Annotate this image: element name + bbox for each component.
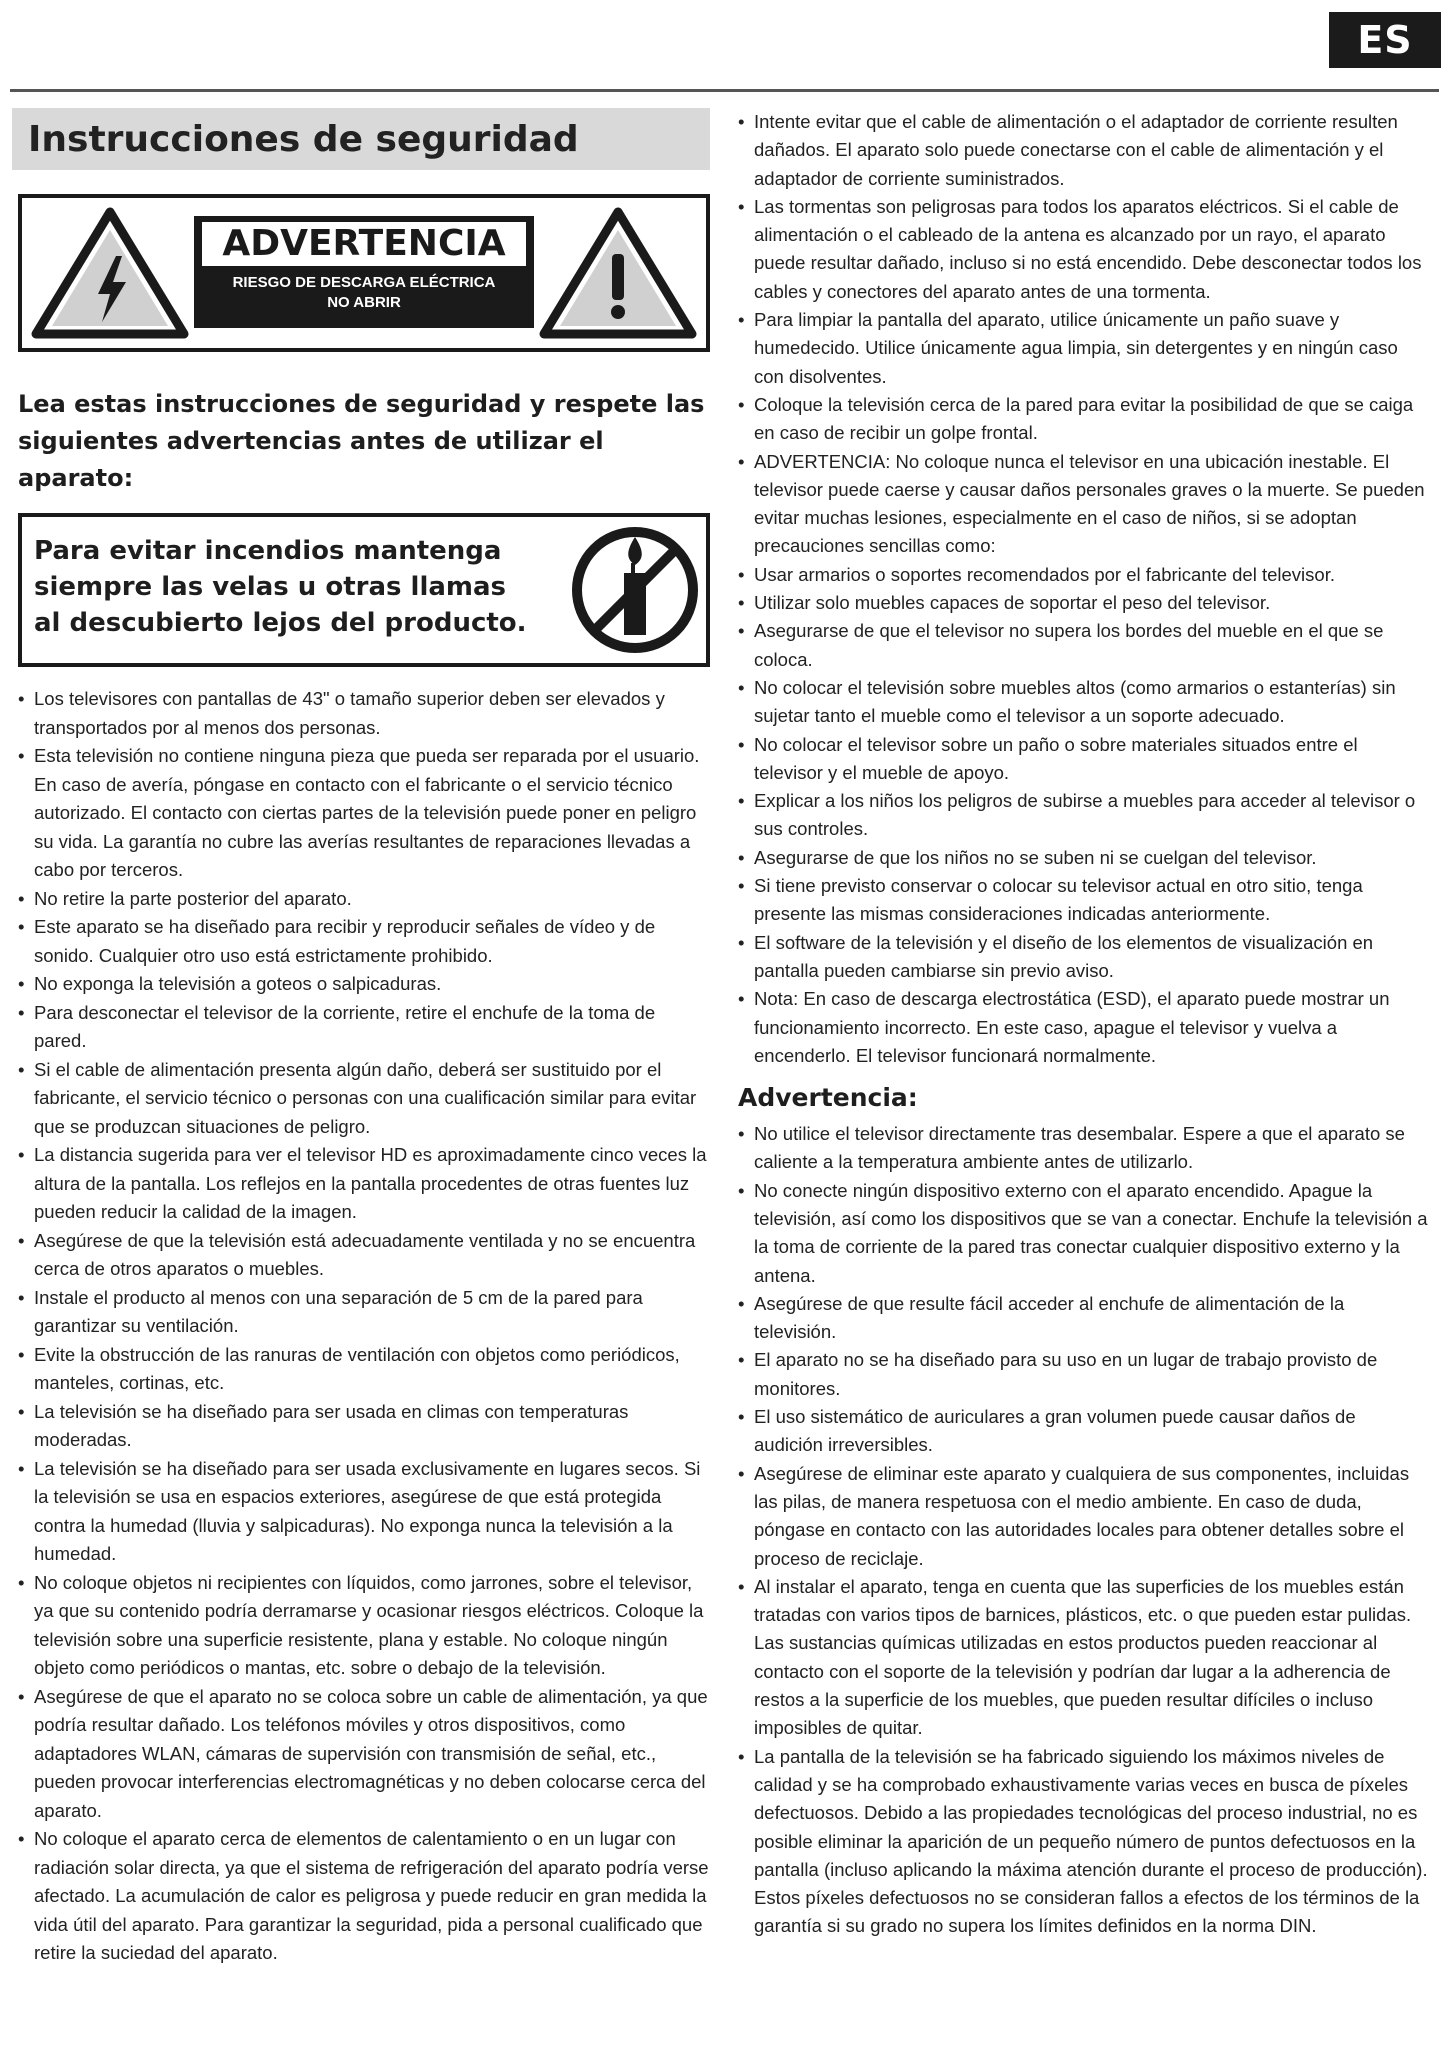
list-item: • Esta televisión no contiene ninguna pieza que pueda ser reparada por el usuario. En caso de avería, póngase en contacto con el fabricante o el servicio técnico autorizado. El contacto con ciertas partes de la televisión puede poner en peligro su vida. La garantía no cubre las averías resultantes de reparaciones llevadas a cabo por terceros. <box>18 742 710 885</box>
list-item: • Si el cable de alimentación presenta algún daño, deberá ser sustituido por el fabricante, el servicio técnico o personas con una cualificación similar para evitar que se produzcan situaciones de peligro. <box>18 1056 710 1142</box>
list-item: • Asegúrese de que la televisión está adecuadamente ventilada y no se encuentra cerca de otros aparatos o muebles. <box>18 1227 710 1284</box>
list-item: • Asegúrese de que el aparato no se coloca sobre un cable de alimentación, ya que podría resultar dañado. Los teléfonos móviles y otros dispositivos, como adaptadores WLAN, cámaras de supervisión con transmisión de señal, etc., pueden provocar interferencias electromagnéticas y no deben colocarse cerca del aparato. <box>18 1683 710 1826</box>
list-item: • No exponga la televisión a goteos o salpicaduras. <box>18 970 710 999</box>
list-item: • Al instalar el aparato, tenga en cuenta que las superficies de los muebles están tratadas con varios tipos de barnices, plásticos, etc. o que pueden estar pulidas. Las sustancias químicas utilizadas en estos productos pueden reaccionar al contacto con el soporte de la televisión y podrían dar lugar a la adherencia de restos a la superficie de los muebles, que pueden resultar difíciles o incluso imposibles de quitar. <box>738 1573 1428 1743</box>
list-item: • Coloque la televisión cerca de la pared para evitar la posibilidad de que se caiga en caso de recibir un golpe frontal. <box>738 391 1428 448</box>
list-item: • Para desconectar el televisor de la corriente, retire el enchufe de la toma de pared. <box>18 999 710 1056</box>
list-item: • No coloque el aparato cerca de elementos de calentamiento o en un lugar con radiación solar directa, ya que el sistema de refrigeración del aparato podría verse afectado. La acumulación de calor es peligrosa y puede reducir en gran medida la vida útil del aparato. Para garantizar la seguridad, pida a personal cualificado que retire la suciedad del aparato. <box>18 1825 710 1968</box>
list-item: • El aparato no se ha diseñado para su uso en un lugar de trabajo provisto de monitores. <box>738 1346 1428 1403</box>
list-item: • ADVERTENCIA: No coloque nunca el televisor en una ubicación inestable. El televisor puede caerse y causar daños personales graves o la muerte. Se pueden evitar muchas lesiones, especialmente en el caso de niños, si se adoptan precauciones sencillas como: <box>738 448 1428 561</box>
no-open-flame-icon <box>568 523 702 657</box>
list-item: • No coloque objetos ni recipientes con líquidos, como jarrones, sobre el televisor, ya que su contenido podría derramarse y ocasionar riesgos eléctricos. Coloque la televisión sobre una superficie resistente, plana y estable. No coloque ningún objeto como periódicos o mantas, etc. sobre o debajo de la televisión. <box>18 1569 710 1683</box>
list-item: • Asegurarse de que el televisor no supera los bordes del mueble en el que se coloca. <box>738 617 1428 674</box>
list-item: • No colocar el televisor sobre un paño o sobre materiales situados entre el televisor y el mueble de apoyo. <box>738 731 1428 788</box>
header-divider <box>10 89 1439 92</box>
title-bar <box>12 108 710 170</box>
left-safety-list <box>18 685 710 1968</box>
candle-warning-panel <box>18 513 710 667</box>
list-item: • Las tormentas son peligrosas para todos los aparatos eléctricos. Si el cable de alimentación o el cableado de la antena es alcanzado por un rayo, el aparato puede resultar dañado, incluso si no está encendido. Debe desconectar todos los cables y conectores del aparato antes de una tormenta. <box>738 193 1428 306</box>
warning-label <box>194 216 534 328</box>
list-item: • El software de la televisión y el diseño de los elementos de visualización en pantalla pueden cambiarse sin previo aviso. <box>738 929 1428 986</box>
warning-heading: ADVERTENCIA <box>202 222 526 266</box>
list-item: • No conecte ningún dispositivo externo con el aparato encendido. Apague la televisión, así como los dispositivos que se van a conectar. Enchufe la televisión a la toma de corriente de la pared tras conectar cualquier dispositivo externo y la antena. <box>738 1177 1428 1290</box>
list-item: • Asegurarse de que los niños no se suben ni se cuelgan del televisor. <box>738 844 1428 872</box>
warning-line-1: RIESGO DE DESCARGA ELÉCTRICA <box>232 274 496 291</box>
list-item: • Evite la obstrucción de las ranuras de ventilación con objetos como periódicos, manteles, cortinas, etc. <box>18 1341 710 1398</box>
language-tab: ES <box>1329 12 1441 68</box>
list-item: • No retire la parte posterior del aparato. <box>18 885 710 914</box>
list-item: • Explicar a los niños los peligros de subirse a muebles para acceder al televisor o sus controles. <box>738 787 1428 844</box>
list-item: • Asegúrese de que resulte fácil acceder al enchufe de alimentación de la televisión. <box>738 1290 1428 1347</box>
right-safety-list <box>738 108 1428 1070</box>
warning-line-2: NO ABRIR <box>327 294 401 311</box>
lead-instruction: Lea estas instrucciones de seguridad y respete las siguientes advertencias antes de utilizar el aparato: <box>18 390 705 492</box>
list-item: • Instale el producto al menos con una separación de 5 cm de la pared para garantizar su ventilación. <box>18 1284 710 1341</box>
left-column <box>18 108 710 1968</box>
list-item: • Intente evitar que el cable de alimentación o el adaptador de corriente resulten dañados. El aparato solo puede conectarse con el cable de alimentación y el adaptador de corriente suministrados. <box>738 108 1428 193</box>
right-column <box>738 108 1428 1941</box>
page-title: Instrucciones de seguridad <box>28 119 579 160</box>
list-item: • La pantalla de la televisión se ha fabricado siguiendo los máximos niveles de calidad y se ha comprobado exhaustivamente varias veces en busca de píxeles defectuosos. Debido a las propiedades tecnológicas del proceso industrial, no es posible eliminar la aparición de un pequeño número de puntos defectuosos en la pantalla (incluso aplicando la máxima atención durante el proceso de producción). Estos píxeles defectuosos no se consideran fallos a efectos de los términos de la garantía si su grado no supera los límites definidos en la norma DIN. <box>738 1743 1428 1941</box>
list-item: • Si tiene previsto conservar o colocar su televisor actual en otro sitio, tenga presente las mismas consideraciones indicadas anteriormente. <box>738 872 1428 929</box>
list-item: • Nota: En caso de descarga electrostática (ESD), el aparato puede mostrar un funcionamiento incorrecto. En este caso, apague el televisor y vuelva a encenderlo. El televisor funcionará normalmente. <box>738 985 1428 1070</box>
list-item: • Este aparato se ha diseñado para recibir y reproducir señales de vídeo y de sonido. Cualquier otro uso está estrictamente prohibido. <box>18 913 710 970</box>
list-item: • Para limpiar la pantalla del aparato, utilice únicamente un paño suave y humedecido. Utilice únicamente agua limpia, sin detergentes y en ningún caso con disolventes. <box>738 306 1428 391</box>
list-item: • La distancia sugerida para ver el televisor HD es aproximadamente cinco veces la altura de la pantalla. Los reflejos en la pantalla procedentes de otras fuentes luz pueden reducir la calidad de la imagen. <box>18 1141 710 1227</box>
list-item: • No colocar el televisión sobre muebles altos (como armarios o estanterías) sin sujetar tanto el mueble como el televisor a un soporte adecuado. <box>738 674 1428 731</box>
exclamation-warning-icon <box>538 206 698 340</box>
warning-panel <box>18 194 710 352</box>
candle-warning-text: Para evitar incendios mantenga siempre las velas u otras llamas al descubierto lejos del producto. <box>34 536 527 638</box>
list-item: • El uso sistemático de auriculares a gran volumen puede causar daños de audición irreversibles. <box>738 1403 1428 1460</box>
advertencia-list <box>738 1120 1428 1941</box>
electric-shock-warning-icon <box>30 206 190 340</box>
list-item: • La televisión se ha diseñado para ser usada exclusivamente en lugares secos. Si la televisión se usa en espacios exteriores, asegúrese de que está protegida contra la humedad (lluvia y salpicaduras). No exponga nunca la televisión a la humedad. <box>18 1455 710 1569</box>
list-item: • Utilizar solo muebles capaces de soportar el peso del televisor. <box>738 589 1428 617</box>
list-item: • Usar armarios o soportes recomendados por el fabricante del televisor. <box>738 561 1428 589</box>
list-item: • No utilice el televisor directamente tras desembalar. Espere a que el aparato se caliente a la temperatura ambiente antes de utilizarlo. <box>738 1120 1428 1177</box>
list-item: • Los televisores con pantallas de 43" o tamaño superior deben ser elevados y transportados por al menos dos personas. <box>18 685 710 742</box>
advertencia-heading: Advertencia: <box>738 1083 918 1113</box>
list-item: • La televisión se ha diseñado para ser usada en climas con temperaturas moderadas. <box>18 1398 710 1455</box>
list-item: • Asegúrese de eliminar este aparato y cualquiera de sus componentes, incluidas las pilas, de manera respetuosa con el medio ambiente. En caso de duda, póngase en contacto con las autoridades locales para obtener detalles sobre el proceso de reciclaje. <box>738 1460 1428 1573</box>
